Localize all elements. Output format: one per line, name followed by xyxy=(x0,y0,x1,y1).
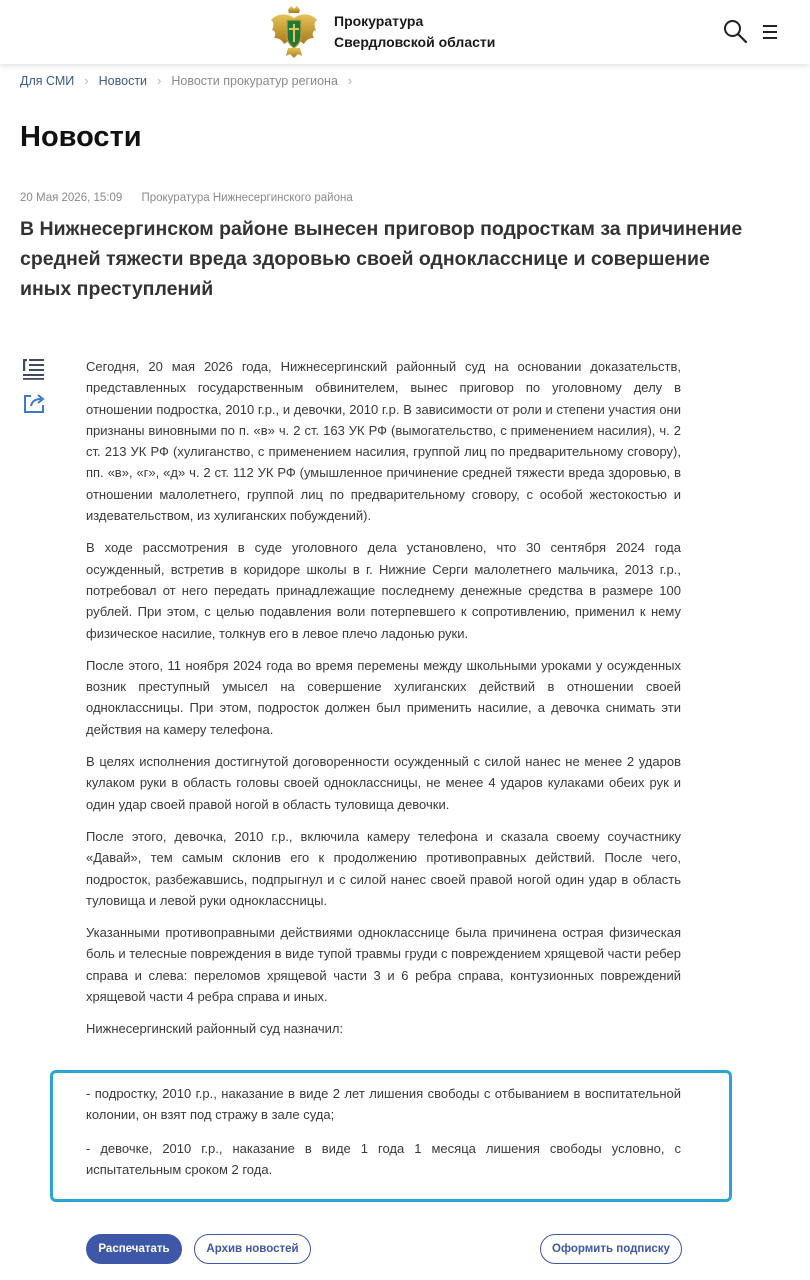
breadcrumb-item-regional-news[interactable]: Новости прокуратур региона xyxy=(171,73,338,88)
site-header xyxy=(0,0,810,64)
verdict-item: - подростку, 2010 г.р., наказание в виде 2 лет лишения свободы с отбыванием в воспитательной колонии, он взят под стражу в зале суда; xyxy=(86,1086,681,1123)
text-view-icon[interactable] xyxy=(22,358,46,380)
article-source: Прокуратура Нижнесергинского района xyxy=(141,192,353,204)
chevron-right-icon: › xyxy=(347,73,353,88)
org-name-line2: Свердловской области xyxy=(334,34,496,50)
page-title: Новости xyxy=(20,121,142,153)
article-paragraph: Сегодня, 20 мая 2026 года, Нижнесергинский районный суд на основании доказательств, представленных государственным обвинителем, вынес приговор по уголовному делу в отношении подростка, 2010 г.р., и девочки, 2010 г.р. В зависимости от роли и степени участия они признаны виновными по п. «в» ч. 2 ст. 163 УК РФ (вымогательство, с применением насилия), ч. 2 ст. 213 УК РФ (хулиганство, с применением насилия, группой лиц по предварительному сговору), пп. «в», «г», «д» ч. 2 ст. 112 УК РФ (умышленное причинение средней тяжести вреда здоровью, в отношении малолетнего, группой лиц по предварительному сговору, с особой жестокостью и издевательством, из хулиганских побуждений). xyxy=(86,359,681,524)
article-paragraph: Нижнесергинский районный суд назначил: xyxy=(86,1021,344,1037)
chevron-right-icon: › xyxy=(157,73,162,88)
article-paragraph: После этого, 11 ноября 2024 года во время перемены между школьными уроками у осужденных возник преступный умысел на совершение хулиганских действий в отношении своей одноклассницы. При этом, подросток должен был применить насилие, а девочка снимать эти действия на камеру телефона. xyxy=(86,657,681,737)
article-paragraph: В целях исполнения достигнутой договоренности осужденный с силой нанес не менее 2 ударов кулаком руки в область головы своей одноклассницы, не менее 4 ударов кулаками обеих рук и один удар своей правой ногой в область туловища девочки. xyxy=(86,754,681,812)
article-body xyxy=(86,356,681,1051)
article-meta xyxy=(20,192,353,204)
share-icon[interactable] xyxy=(22,392,46,414)
breadcrumb-item-media[interactable]: Для СМИ xyxy=(20,73,75,88)
article-paragraph: В ходе рассмотрения в суде уголовного дела установлено, что 30 сентября 2024 года осужденный, встретив в коридоре школы в г. Нижние Серги малолетнего мальчика, 2013 г.р., потребовал от него передать принадлежащие последнему денежные средства в размере 100 рублей. При этом, с целью подавления воли потерпевшего к сопротивлению, применил к нему физическое насилие, толкнув его в левое плечо ладонью руки. xyxy=(86,540,681,641)
article-paragraph: Указанными противоправными действиями однокласснице была причинена острая физическая боль и телесные повреждения в виде тупой травмы груди с повреждением хрящевой части ребер справа и слева: переломов хрящевой части 3 и 6 ребра справа, контузионных повреждений хрящевой части 4 ребра справа и иных. xyxy=(86,925,681,1005)
article-paragraph: После этого, девочка, 2010 г.р., включила камеру телефона и сказала своему соучастнику «Давай», тем самым склонив его к продолжению противоправных действий. После чего, подросток, разбежавшись, подпрыгнул и с силой нанес своей правой ногой один удар в область туловища и левой руки одноклассницы. xyxy=(86,828,681,908)
breadcrumb xyxy=(20,73,362,88)
print-button[interactable]: Распечатать xyxy=(86,1234,182,1264)
news-archive-button[interactable]: Архив новостей xyxy=(194,1234,311,1264)
search-icon[interactable] xyxy=(722,18,748,44)
verdict-list xyxy=(86,1083,681,1192)
article-title: В Нижнесергинском районе вынесен приговор подросткам за причинение средней тяжести вреда здоровью своей однокласснице и совершение иных преступлений xyxy=(20,218,743,300)
article-date: 20 Мая 2026, 15:09 xyxy=(20,192,123,204)
chevron-right-icon: › xyxy=(84,73,89,88)
breadcrumb-item-news[interactable]: Новости xyxy=(98,73,148,88)
org-name[interactable] xyxy=(334,11,495,53)
org-name-line1: Прокуратура xyxy=(334,13,424,29)
subscribe-button[interactable]: Оформить подписку xyxy=(540,1234,682,1264)
hamburger-menu-icon[interactable] xyxy=(760,22,784,42)
verdict-item: - девочке, 2010 г.р., наказание в виде 1 года 1 месяца лишения свободы условно, с испытательным сроком 2 года. xyxy=(86,1140,681,1177)
eagle-emblem-icon[interactable] xyxy=(266,4,322,60)
